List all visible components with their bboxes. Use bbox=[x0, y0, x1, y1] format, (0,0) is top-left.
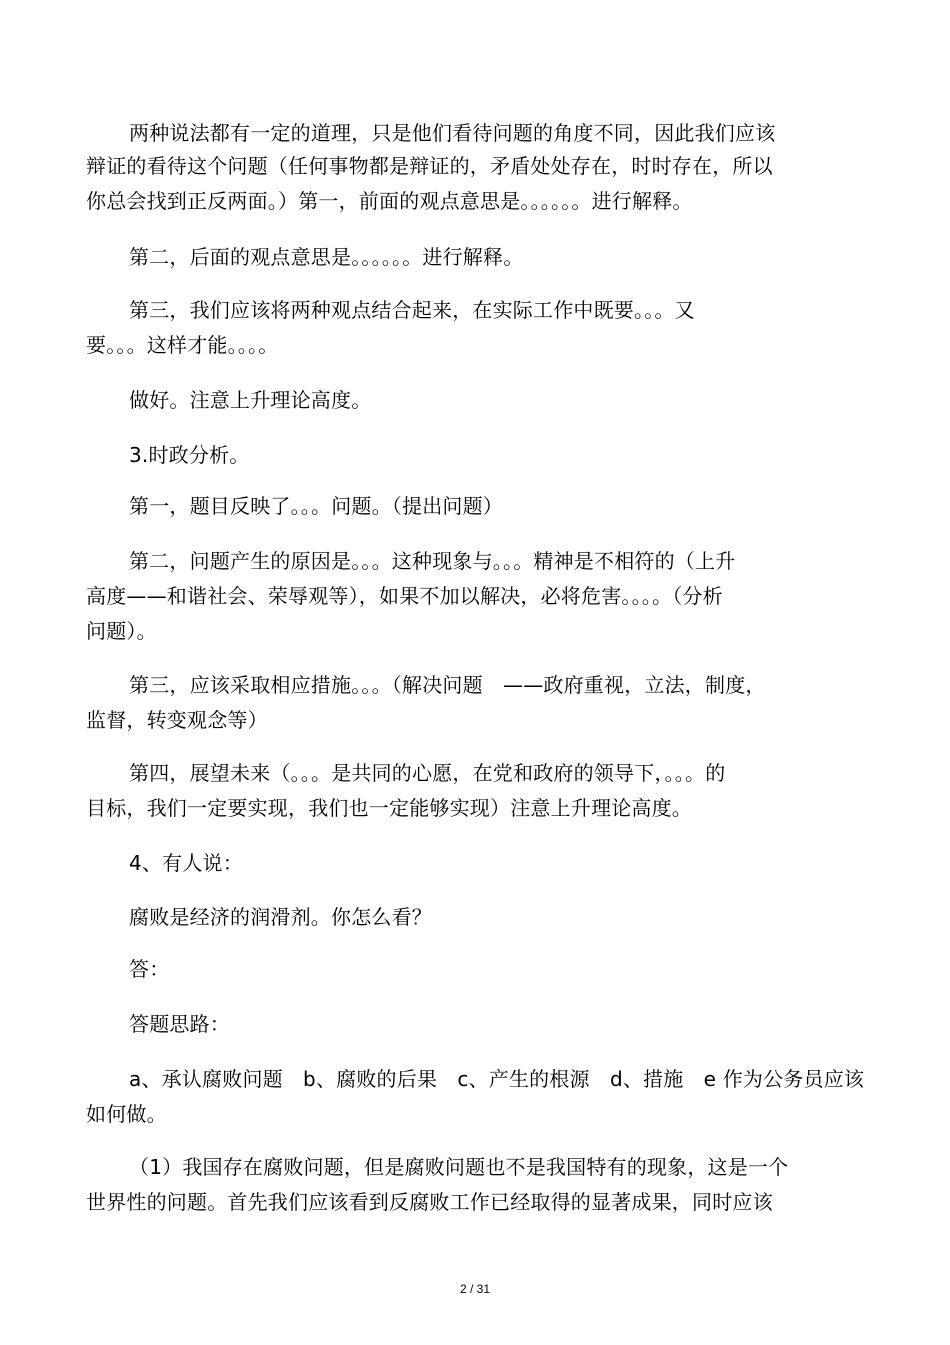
text-line: 高度——和谐社会、荣辱观等），如果不加以解决，必将危害。。。。（分析 bbox=[86, 584, 723, 608]
text-line: 第三，应该采取相应措施。。。（解决问题 ——政府重视，立法，制度， bbox=[129, 673, 766, 697]
text-line: 要。。。这样才能。。。。 bbox=[86, 333, 279, 357]
text-line: 第四，展望未来（。。。是共同的心愿，在党和政府的领导下，。。。的 bbox=[129, 761, 726, 785]
text-line: 两种说法都有一定的道理，只是他们看待问题的角度不同，因此我们应该 bbox=[129, 121, 776, 145]
text-line: 第一，题目反映了。。。问题。（提出问题） bbox=[129, 494, 503, 518]
text-line: 世界性的问题。首先我们应该看到反腐败工作已经取得的显著成果，同时应该 bbox=[86, 1190, 773, 1214]
text-line: 3.时政分析。 bbox=[129, 443, 250, 467]
text-line: 第三，我们应该将两种观点结合起来，在实际工作中既要。。。又 bbox=[129, 298, 695, 322]
text-line: （1）我国存在腐败问题，但是腐败问题也不是我国特有的现象，这是一个 bbox=[129, 1155, 789, 1179]
text-line: 第二，问题产生的原因是。。。这种现象与。。。精神是不相符的（上升 bbox=[129, 549, 736, 573]
text-line: 如何做。 bbox=[86, 1102, 167, 1126]
text-line: a、承认腐败问题 b、腐败的后果 c、产生的根源 d、措施 e 作为公务员应该 bbox=[129, 1067, 865, 1091]
text-line: 4、有人说： bbox=[129, 851, 243, 875]
text-line: 腐败是经济的润滑剂。你怎么看？ bbox=[129, 905, 432, 929]
text-line: 答： bbox=[129, 957, 170, 981]
text-line: 监督，转变观念等） bbox=[86, 708, 268, 732]
text-line: 目标，我们一定要实现，我们也一定能够实现）注意上升理论高度。 bbox=[86, 796, 692, 820]
text-line: 第二，后面的观点意思是。。。。。。进行解释。 bbox=[129, 245, 524, 269]
text-line: 做好。注意上升理论高度。 bbox=[129, 388, 372, 412]
text-line: 问题）。 bbox=[86, 619, 157, 643]
text-line: 你总会找到正反两面。）第一，前面的观点意思是。。。。。。进行解释。 bbox=[86, 189, 693, 213]
page-number: 2 / 31 bbox=[459, 1282, 491, 1296]
text-line: 答题思路： bbox=[129, 1012, 230, 1036]
text-line: 辩证的看待这个问题（任何事物都是辩证的，矛盾处处存在，时时存在，所以 bbox=[86, 154, 773, 178]
